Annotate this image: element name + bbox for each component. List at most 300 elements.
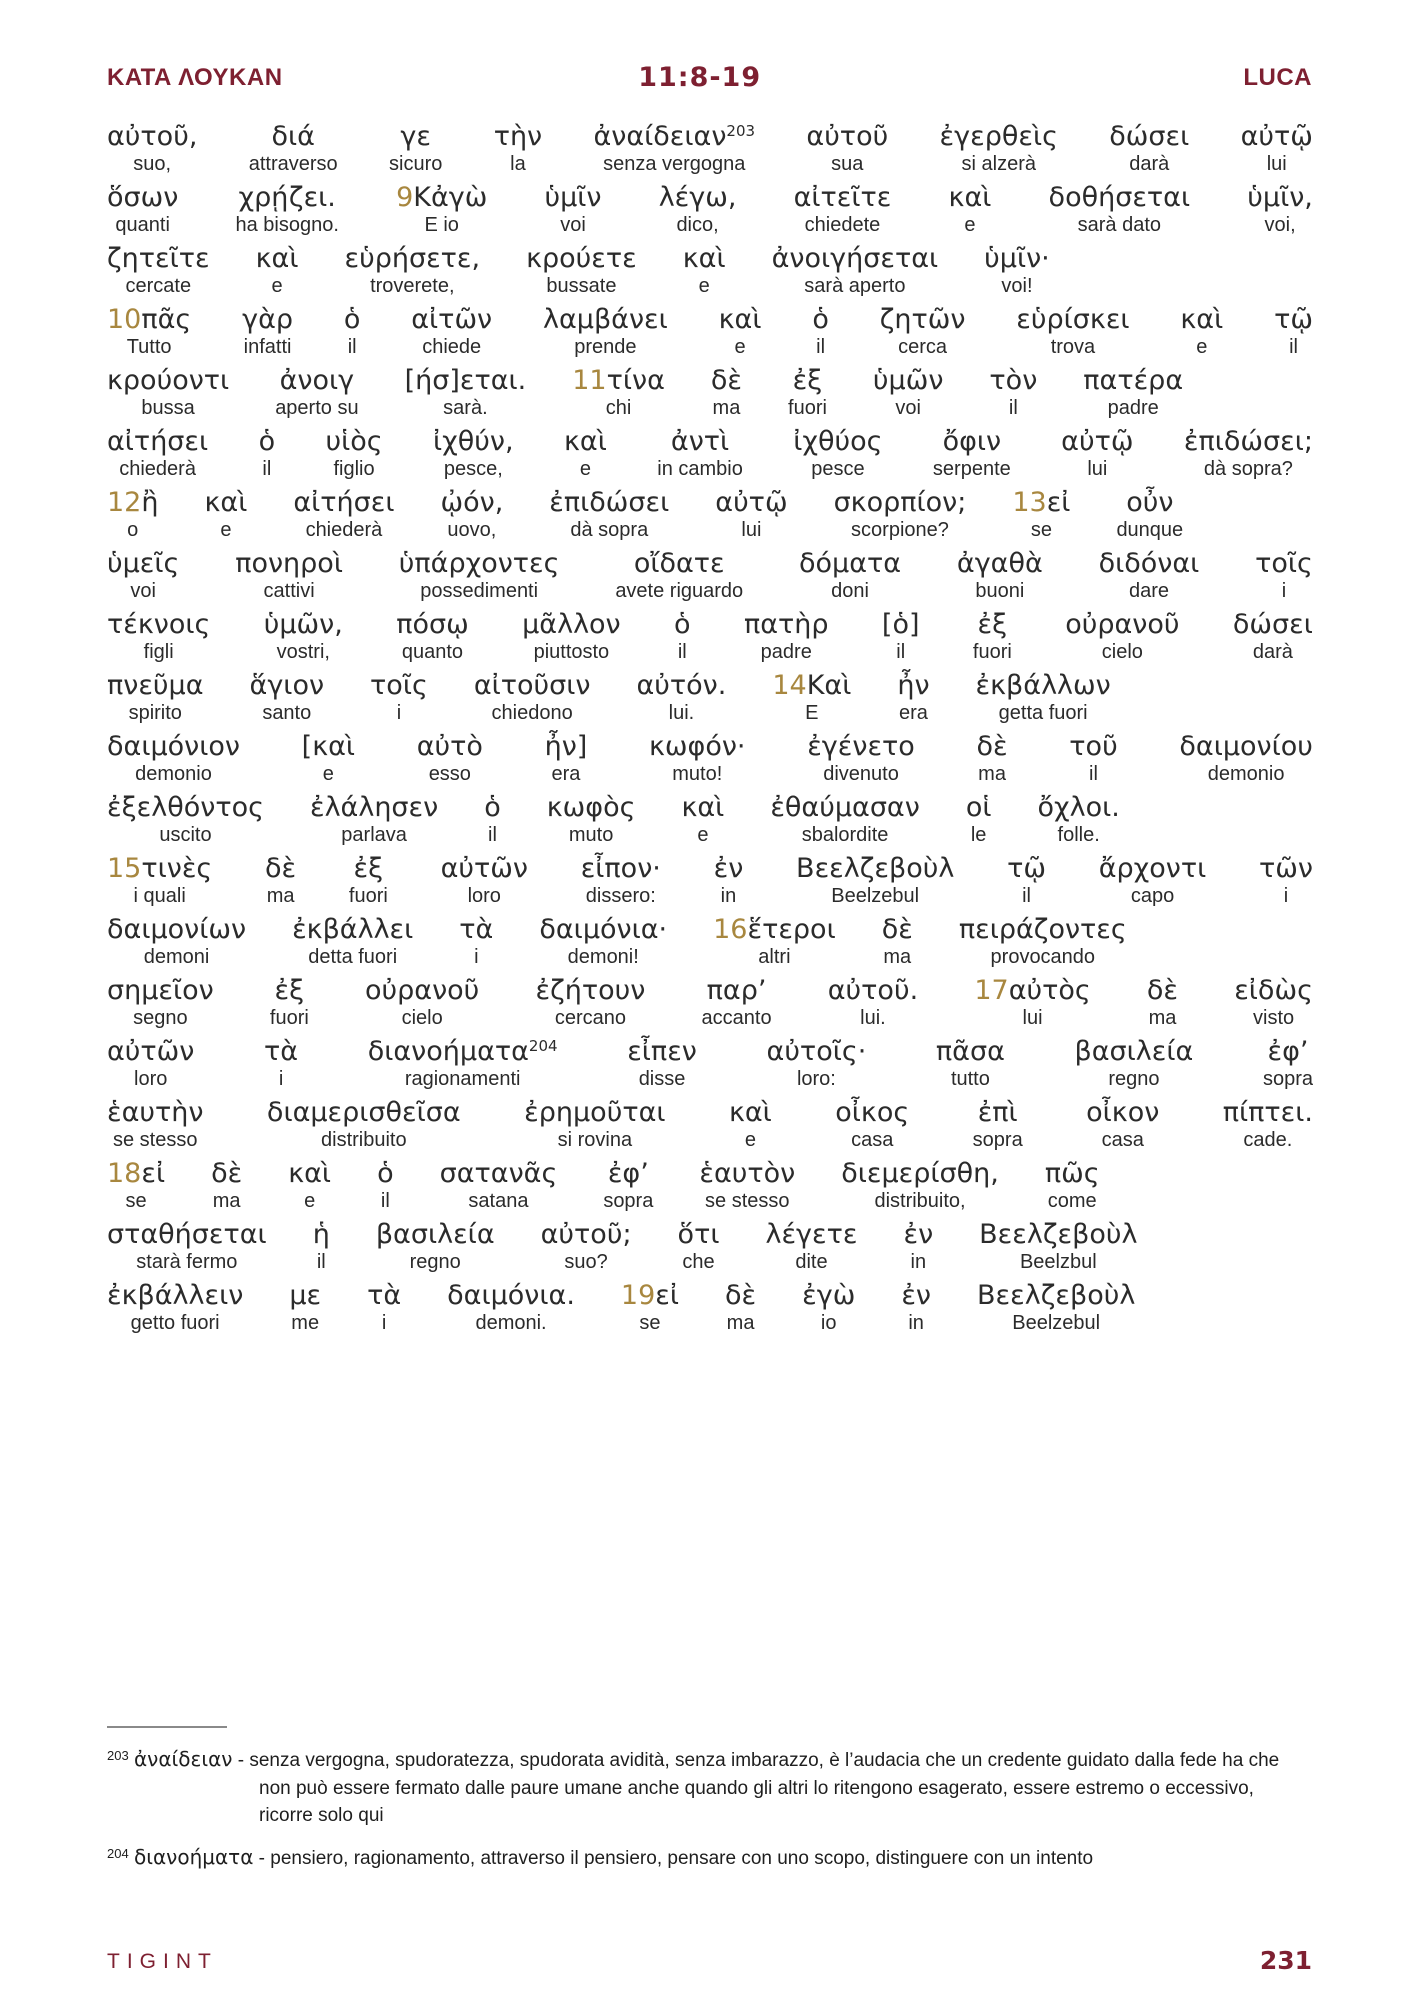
- greek-text: δὲ: [881, 914, 913, 945]
- greek-text: ἐπὶ: [977, 1097, 1018, 1128]
- gloss-text: se stesso: [705, 1190, 790, 1212]
- greek-text: ἐκβάλλων: [975, 670, 1111, 701]
- greek-text: πειράζοντες: [958, 914, 1127, 945]
- greek-text: ὅτι: [677, 1219, 720, 1250]
- greek-word: [433, 427, 514, 457]
- greek-text: τὰ: [367, 1280, 402, 1311]
- greek-text: πᾶσα: [935, 1036, 1005, 1067]
- greek-text: τέκνοις: [107, 609, 211, 640]
- word-pair: [526, 244, 637, 298]
- word-pair: [1147, 976, 1178, 1030]
- verse-number: 11: [572, 365, 607, 396]
- greek-word: [880, 305, 966, 335]
- word-pair: [977, 732, 1008, 786]
- greek-word: [549, 488, 669, 518]
- greek-text: ἐλάλησεν: [309, 792, 439, 823]
- word-pair: [107, 976, 214, 1030]
- greek-word: [344, 305, 361, 335]
- greek-word: [441, 854, 528, 884]
- greek-word: [302, 732, 355, 762]
- word-pair: [806, 122, 888, 176]
- word-pair: [256, 244, 299, 298]
- greek-word: [107, 671, 204, 701]
- greek-text: ἄρχοντι: [1098, 853, 1207, 884]
- greek-text: αὐτοῦ.: [827, 975, 919, 1006]
- greek-text: πόσῳ: [396, 609, 469, 640]
- greek-word: [292, 915, 413, 945]
- greek-word: [772, 244, 939, 274]
- gloss-text: me: [291, 1312, 320, 1334]
- gloss-text: demoni: [143, 946, 210, 968]
- greek-word: [204, 488, 247, 518]
- book-title-greek: ΚΑΤΑ ΛΟΥΚΑΝ: [107, 64, 283, 91]
- word-pair: [313, 1220, 330, 1274]
- greek-word: [1233, 610, 1313, 640]
- word-pair: [674, 610, 691, 664]
- footnote-ref[interactable]: 203: [726, 122, 756, 140]
- word-pair: [293, 488, 394, 542]
- greek-text: αὐτῶν: [107, 1036, 195, 1067]
- greek-text: Βεελζεβοὺλ: [796, 853, 955, 884]
- gloss-text: i: [474, 946, 479, 968]
- gloss-text: la: [510, 153, 526, 175]
- greek-word: [293, 488, 394, 518]
- greek-word: [767, 1037, 867, 1067]
- gloss-text: voi: [130, 580, 156, 602]
- gloss-text: e: [579, 458, 591, 480]
- greek-text: διά: [271, 121, 315, 152]
- gloss-text: se stesso: [112, 1129, 198, 1151]
- gloss-text: il: [262, 458, 272, 480]
- greek-text: πατέρα: [1083, 365, 1184, 396]
- gloss-text: se: [125, 1190, 147, 1212]
- greek-text: ἀνοιγ: [279, 365, 355, 396]
- word-pair: [541, 1220, 632, 1274]
- greek-word: [107, 244, 210, 274]
- word-pair: [767, 1037, 867, 1091]
- greek-word: [235, 183, 338, 213]
- greek-word: [377, 1159, 394, 1189]
- page-number: 231: [1259, 1946, 1312, 1975]
- footnote-ref[interactable]: 204: [528, 1037, 558, 1055]
- gloss-text: getta fuori: [998, 702, 1088, 724]
- greek-text: δαιμονίων: [107, 914, 247, 945]
- edition-label: TIGINT: [107, 1950, 218, 1973]
- gloss-text: sua: [831, 153, 864, 175]
- greek-text: αὐτῷ: [1061, 426, 1134, 457]
- greek-text: λέγετε: [765, 1219, 858, 1250]
- word-pair: [984, 244, 1050, 298]
- footnote-lemma: διανοήματα: [133, 1844, 254, 1869]
- gloss-text: il: [896, 641, 906, 663]
- greek-text: αὐτοῦ: [806, 121, 889, 152]
- greek-word: [841, 1159, 999, 1189]
- greek-text: βασιλεία: [1074, 1036, 1194, 1067]
- greek-word: [1086, 1098, 1159, 1128]
- greek-text: οὐρανοῦ: [1065, 609, 1180, 640]
- gloss-text: il: [1089, 763, 1098, 785]
- greek-word: [1259, 854, 1313, 884]
- greek-text: καὶ: [728, 1097, 772, 1128]
- gloss-text: se: [1030, 519, 1052, 541]
- greek-word: [1069, 732, 1117, 762]
- greek-text: διανοήματα: [367, 1036, 529, 1067]
- gloss-text: infatti: [243, 336, 292, 358]
- greek-word: [659, 183, 737, 213]
- gloss-text: dite: [795, 1251, 828, 1273]
- greek-word: [636, 671, 726, 701]
- greek-text: ἰχθύος: [793, 426, 883, 457]
- word-pair: [1083, 366, 1183, 420]
- interlinear-line: [107, 549, 1313, 603]
- greek-word: [882, 610, 920, 640]
- greek-text: πίπτει.: [1222, 1097, 1313, 1128]
- word-pair: [1223, 1098, 1313, 1152]
- gloss-text: sicuro: [389, 153, 443, 175]
- gloss-text: figlio: [333, 458, 375, 480]
- gloss-text: voi: [560, 214, 586, 236]
- word-pair: [411, 305, 492, 359]
- greek-text: ἦν]: [544, 731, 588, 762]
- gloss-text: il: [488, 824, 497, 846]
- greek-word: [524, 1098, 665, 1128]
- word-pair: [973, 1098, 1023, 1152]
- interlinear-line: [107, 244, 1313, 298]
- word-pair: [249, 122, 338, 176]
- greek-text: καὶ: [1180, 304, 1224, 335]
- greek-text: οἱ: [965, 792, 992, 823]
- word-pair: [250, 671, 325, 725]
- gloss-text: possedimenti: [420, 580, 539, 602]
- word-pair: [903, 1220, 933, 1274]
- word-pair: [1116, 488, 1183, 542]
- greek-text: Κἀγὼ: [413, 182, 488, 213]
- greek-word: [976, 671, 1111, 701]
- gloss-text: bussa: [141, 397, 195, 419]
- gloss-text: loro:: [796, 1068, 836, 1090]
- greek-text: ἐγὼ: [802, 1280, 856, 1311]
- greek-word: [714, 854, 744, 884]
- gloss-text: il: [380, 1190, 390, 1212]
- greek-word: [793, 427, 882, 457]
- word-pair: [107, 1220, 267, 1274]
- word-pair: [729, 1098, 772, 1152]
- word-pair: [1109, 122, 1189, 176]
- greek-word: [989, 366, 1037, 396]
- greek-word: [1037, 793, 1119, 823]
- gloss-text: fuori: [972, 641, 1012, 663]
- word-pair: [882, 915, 913, 969]
- greek-word: [581, 854, 661, 884]
- greek-text: δόματα: [799, 548, 902, 579]
- greek-text: ἐξ: [274, 975, 305, 1006]
- gloss-text: darà: [1252, 641, 1293, 663]
- word-pair: [976, 671, 1111, 725]
- gloss-text: se: [639, 1312, 661, 1334]
- greek-word: [545, 183, 602, 213]
- greek-word: [959, 915, 1127, 945]
- word-pair: [957, 549, 1043, 603]
- greek-text: καὶ: [255, 243, 299, 274]
- greek-word: [411, 305, 492, 335]
- word-pair: [433, 427, 514, 481]
- greek-text: ὑμῶν: [872, 365, 944, 396]
- greek-text: καὶ: [204, 487, 248, 518]
- greek-word: [729, 1098, 772, 1128]
- word-pair: [107, 793, 264, 847]
- greek-word: [678, 1220, 720, 1250]
- interlinear-line: [107, 366, 1313, 420]
- greek-word: [250, 671, 325, 701]
- word-pair: [1037, 793, 1119, 847]
- word-pair: [788, 366, 827, 420]
- greek-word: [107, 549, 179, 579]
- gloss-text: i: [1281, 580, 1287, 602]
- greek-word: [973, 1098, 1023, 1128]
- word-pair: [396, 183, 487, 237]
- greek-word: [1075, 1037, 1194, 1067]
- greek-text: δὲ: [976, 731, 1008, 762]
- greek-word: [107, 1220, 267, 1250]
- greek-word: [984, 244, 1050, 274]
- greek-word: [1083, 366, 1183, 396]
- word-pair: [1049, 183, 1191, 237]
- greek-text: οἶκος: [835, 1097, 910, 1128]
- gloss-text: spirito: [128, 702, 182, 724]
- greek-text: ὄφιν: [942, 426, 1002, 457]
- gloss-text: dare: [1128, 580, 1169, 602]
- gloss-text: in: [720, 885, 737, 907]
- gloss-text: regno: [409, 1251, 461, 1273]
- greek-text: οὐρανοῦ: [364, 975, 480, 1006]
- word-pair: [107, 244, 210, 298]
- greek-text: γε: [400, 121, 431, 152]
- word-pair: [882, 610, 920, 664]
- word-pair: [539, 915, 667, 969]
- gloss-text: E io: [424, 214, 459, 236]
- greek-word: [1247, 183, 1313, 213]
- greek-word: [526, 244, 637, 274]
- greek-word: [211, 1159, 242, 1189]
- greek-word: [627, 1037, 697, 1067]
- footnote-text: - pensiero, ragionamento, attraverso il pensiero, pensare con uno scopo, distinguere con un intento: [258, 1847, 1094, 1869]
- greek-word: [368, 1037, 558, 1067]
- greek-text: ὄχλοι.: [1037, 792, 1120, 823]
- greek-text: χρῄζει.: [238, 182, 336, 213]
- greek-word: [957, 549, 1043, 579]
- word-pair: [267, 1098, 461, 1152]
- word-pair: [543, 305, 668, 359]
- greek-word: [772, 671, 851, 701]
- word-pair: [270, 976, 309, 1030]
- word-pair: [441, 488, 504, 542]
- gloss-text: sarà.: [443, 397, 488, 419]
- greek-word: [107, 183, 178, 213]
- footnotes-section: [107, 1726, 1313, 1886]
- greek-word: [313, 1220, 330, 1250]
- word-pair: [1061, 427, 1133, 481]
- footnote-marker: 203: [107, 1748, 129, 1763]
- greek-text: ἀνοιγήσεται: [771, 243, 939, 274]
- gloss-text: suo?: [564, 1251, 608, 1273]
- gloss-text: altri: [758, 946, 791, 968]
- gloss-text: senza vergogna: [603, 153, 746, 175]
- gloss-text: io: [820, 1312, 837, 1334]
- greek-text: πῶς: [1044, 1158, 1100, 1189]
- verse-number: 9: [396, 182, 414, 213]
- greek-text: ἐκβάλλειν: [107, 1280, 244, 1311]
- gloss-text: distribuito,: [874, 1190, 966, 1212]
- word-pair: [802, 1281, 855, 1335]
- word-pair: [1007, 854, 1046, 908]
- word-pair: [365, 976, 479, 1030]
- gloss-text: Beelzbul: [1019, 1251, 1097, 1273]
- word-pair: [259, 427, 276, 481]
- word-pair: [107, 732, 240, 786]
- gloss-text: figli: [143, 641, 174, 663]
- word-pair: [933, 427, 1011, 481]
- word-pair: [1234, 976, 1313, 1030]
- greek-text: εἰ: [1046, 487, 1071, 518]
- greek-word: [256, 244, 299, 274]
- gloss-text: doni: [831, 580, 869, 602]
- gloss-text: prende: [574, 336, 637, 358]
- gloss-text: buoni: [975, 580, 1025, 602]
- gloss-text: ma: [726, 1312, 755, 1334]
- gloss-text: i: [381, 1312, 387, 1334]
- gloss-text: era: [551, 763, 581, 785]
- word-pair: [636, 671, 726, 725]
- gloss-text: dà sopra?: [1203, 458, 1293, 480]
- word-pair: [678, 1220, 720, 1274]
- greek-text: εὑρήσετε,: [344, 243, 481, 274]
- greek-text: αὐτόν.: [636, 670, 727, 701]
- gloss-text: E: [805, 702, 819, 724]
- greek-word: [107, 1159, 165, 1189]
- gloss-text: Beelzebul: [1012, 1312, 1101, 1334]
- greek-word: [1099, 549, 1200, 579]
- greek-text: δώσει: [1109, 121, 1190, 152]
- gloss-text: e: [1196, 336, 1208, 358]
- greek-text: ἐπιδώσει: [549, 487, 670, 518]
- greek-word: [235, 549, 343, 579]
- greek-text: καὶ: [563, 426, 607, 457]
- word-pair: [974, 976, 1090, 1030]
- greek-text: με: [289, 1280, 322, 1311]
- gloss-text: fuori: [788, 397, 827, 419]
- greek-word: [1007, 854, 1046, 884]
- interlinear-line: [107, 976, 1313, 1030]
- word-pair: [522, 610, 621, 664]
- greek-text: λέγω,: [658, 182, 737, 213]
- greek-text: αὐτοῦ,: [107, 121, 198, 152]
- greek-text: αὐτὸς: [1008, 975, 1091, 1006]
- word-pair: [1241, 122, 1313, 176]
- gloss-text: piuttosto: [533, 641, 610, 663]
- word-pair: [979, 1220, 1137, 1274]
- gloss-text: voi: [895, 397, 921, 419]
- word-pair: [1274, 305, 1313, 359]
- interlinear-line: [107, 854, 1313, 908]
- greek-word: [417, 732, 483, 762]
- greek-word: [474, 671, 591, 701]
- passage-reference: 11:8-19: [638, 62, 762, 93]
- interlinear-line: [107, 1220, 1313, 1274]
- greek-text: εἰδὼς: [1234, 975, 1313, 1006]
- greek-text: ὑμῖν,: [1247, 182, 1313, 213]
- word-pair: [107, 1098, 203, 1152]
- greek-text: ἐγερθεὶς: [939, 121, 1058, 152]
- gloss-text: uovo,: [447, 519, 497, 541]
- gloss-text: darà: [1129, 153, 1170, 175]
- greek-text: εὑρίσκει: [1016, 304, 1130, 335]
- word-pair: [796, 854, 954, 908]
- greek-word: [1234, 976, 1313, 1006]
- footnote-lemma: ἀναίδειαν: [133, 1747, 233, 1771]
- gloss-text: regno: [1108, 1068, 1160, 1090]
- greek-word: [107, 976, 214, 1006]
- gloss-text: trova: [1050, 336, 1096, 358]
- footnote: [107, 1746, 1313, 1830]
- verse-number: 18: [107, 1158, 142, 1189]
- word-pair: [812, 305, 829, 359]
- word-pair: [264, 1037, 298, 1091]
- word-pair: [107, 610, 210, 664]
- greek-word: [459, 915, 493, 945]
- greek-text: ἐκβάλλει: [292, 914, 414, 945]
- word-pair: [977, 1281, 1135, 1335]
- greek-word: [711, 366, 742, 396]
- gloss-text: lui: [1087, 458, 1108, 480]
- gloss-text: vostri,: [276, 641, 330, 663]
- word-pair: [807, 732, 915, 786]
- greek-word: [259, 427, 276, 457]
- greek-text: Βεελζεβοὺλ: [979, 1219, 1138, 1250]
- greek-word: [897, 671, 929, 701]
- word-pair: [1247, 183, 1313, 237]
- greek-word: [399, 549, 560, 579]
- greek-text: εἰ: [141, 1158, 166, 1189]
- word-pair: [368, 1037, 558, 1091]
- gloss-text: satana: [468, 1190, 529, 1212]
- greek-text: ἐζήτουν: [535, 975, 646, 1006]
- word-pair: [772, 671, 851, 725]
- greek-text: αὐτῷ: [1240, 121, 1313, 152]
- gloss-text: ma: [212, 1190, 241, 1212]
- greek-word: [543, 305, 668, 335]
- greek-text: αὐτῷ: [715, 487, 788, 518]
- greek-text: κρούοντι: [107, 365, 230, 396]
- greek-word: [547, 793, 636, 823]
- word-pair: [1233, 610, 1313, 664]
- greek-word: [275, 366, 358, 396]
- word-pair: [107, 366, 229, 420]
- greek-word: [440, 1159, 558, 1189]
- gloss-text: muto: [568, 824, 614, 846]
- greek-word: [107, 1281, 243, 1311]
- gloss-text: il: [347, 336, 357, 358]
- greek-word: [264, 1037, 298, 1067]
- greek-text: ἰχθύν,: [433, 426, 514, 457]
- word-pair: [940, 122, 1058, 176]
- greek-word: [834, 488, 967, 518]
- gloss-text: e: [304, 1190, 316, 1212]
- gloss-text: demoni!: [567, 946, 639, 968]
- greek-text: ἦν: [897, 670, 930, 701]
- gloss-text: pesce: [811, 458, 865, 480]
- greek-word: [1179, 732, 1313, 762]
- word-pair: [901, 1281, 931, 1335]
